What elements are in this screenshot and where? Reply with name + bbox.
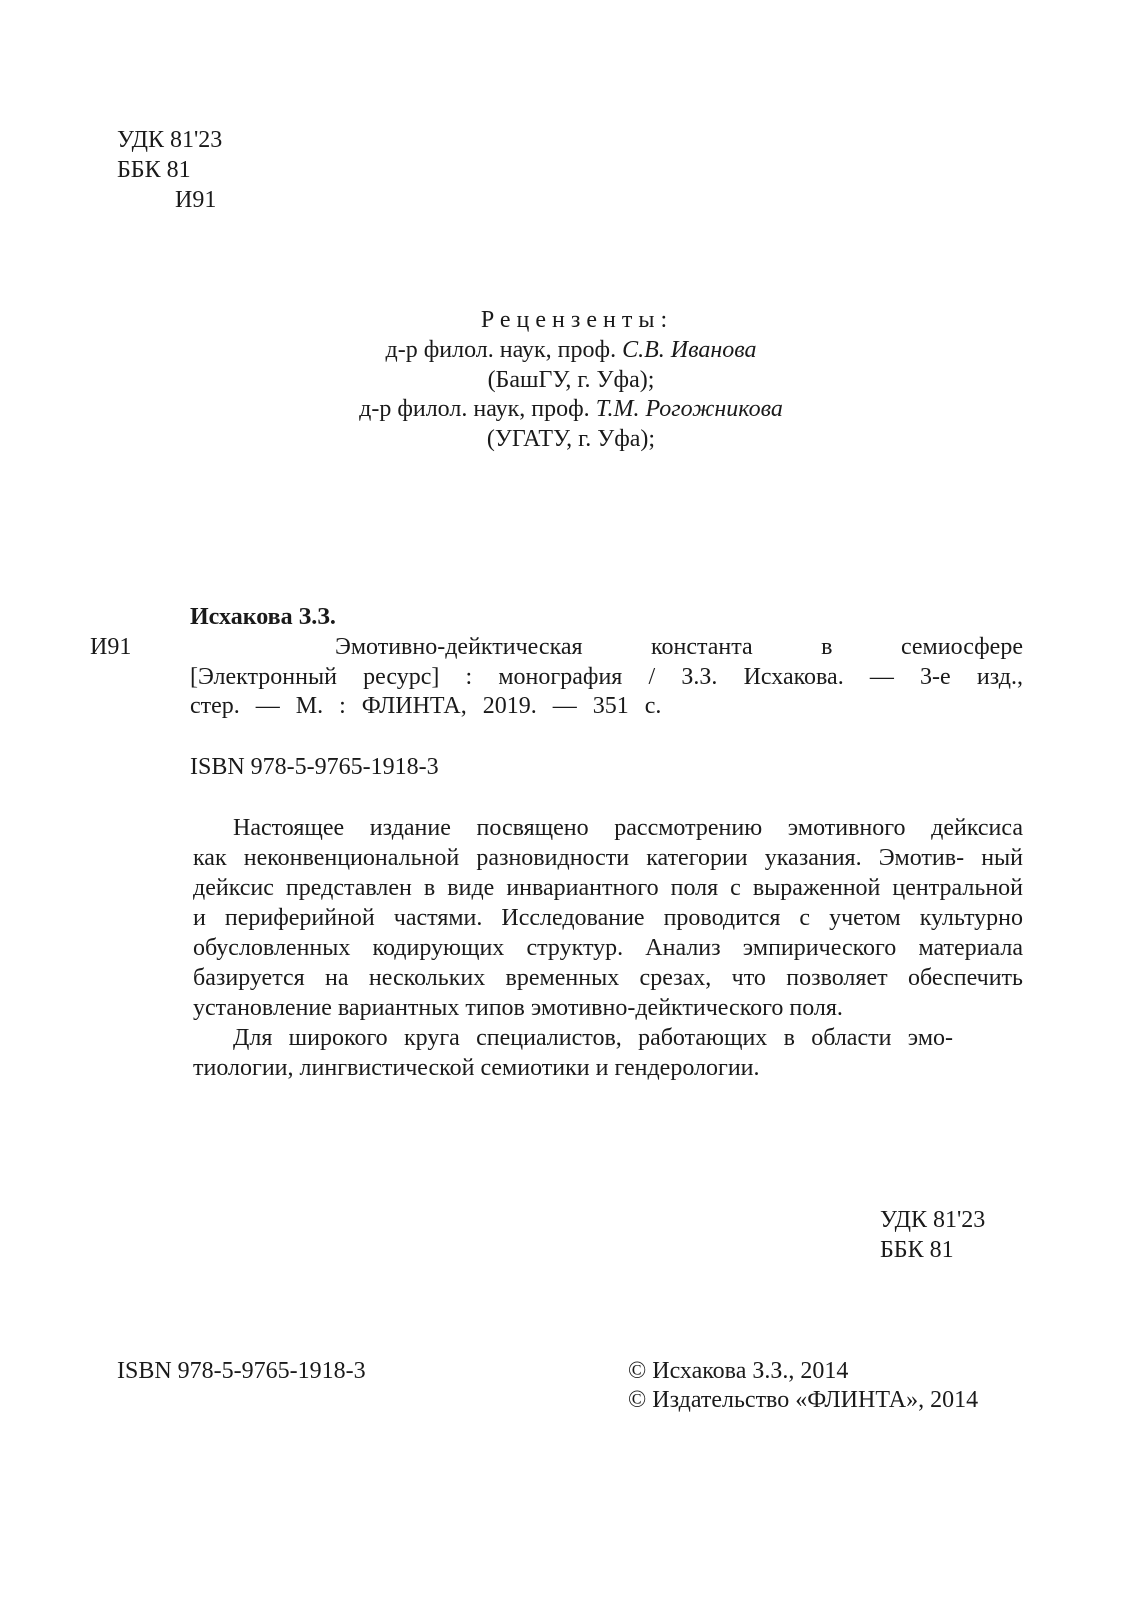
author-mark: И91 [90, 634, 132, 660]
annotation-line: обусловленных кодирующих структур. Анализ эмпирического материала [193, 935, 1023, 961]
annotation-line: Для широкого круга специалистов, работающих в области эмо- [233, 1025, 953, 1051]
annotation-line: и периферийной частями. Исследование проводится с учетом культурно [193, 905, 1023, 931]
reviewer-2-prefix: д-р филол. наук, проф. [359, 396, 596, 422]
reviewer-2-affiliation: (УГАТУ, г. Уфа); [486, 426, 656, 452]
udk-top: УДК 81'23 [117, 127, 223, 153]
annotation-paragraph-2 [193, 1023, 1023, 1083]
author-name: Исхакова З.З. [190, 604, 336, 630]
annotation-line: установление вариантных типов эмотивно-дейктического поля. [193, 995, 843, 1021]
reviewer-1 [0, 335, 1142, 365]
reviewer-1-prefix: д-р филол. наук, проф. [385, 337, 623, 363]
annotation-line: как неконвенциональной разновидности категории указания. Эмотив- ный [193, 845, 1023, 871]
annotation-line: Настоящее издание посвящено рассмотрению эмотивного дейксиса [233, 815, 1023, 841]
copyright-publisher: © Издательство «ФЛИНТА», 2014 [628, 1387, 979, 1413]
reviewers-heading: Рецензенты: [480, 307, 674, 333]
bbk-top: ББК 81 [117, 157, 191, 183]
annotation-paragraph-1 [193, 813, 1023, 1023]
bbk-bottom: ББК 81 [880, 1237, 954, 1263]
isbn-record: ISBN 978-5-9765-1918-3 [190, 754, 439, 780]
isbn-footer: ISBN 978-5-9765-1918-3 [117, 1358, 366, 1384]
annotation-line: дейксис представлен в виде инвариантного поля с выраженной центральной [193, 875, 1023, 901]
bib-line-1: Эмотивно-дейктическая константа в семиосфере [335, 634, 1023, 660]
annotation-line: тиологии, лингвистической семиотики и гендерологии. [193, 1055, 760, 1081]
reviewer-2 [0, 394, 1142, 424]
udk-bottom: УДК 81'23 [880, 1207, 986, 1233]
bib-line-3: стер. — М. : ФЛИНТА, 2019. — 351 с. [190, 693, 662, 719]
reviewer-1-name: С.В. Иванова [622, 337, 757, 363]
author-mark-top: И91 [175, 187, 217, 213]
bib-line-2: [Электронный ресурс] : монография / З.З. Исхакова. — 3-е изд., [190, 664, 1023, 690]
annotation-line: базируется на нескольких временных срезах, что позволяет обеспечить [193, 965, 1023, 991]
copyright-author: © Исхакова З.З., 2014 [628, 1358, 849, 1384]
reviewer-2-name: Т.М. Рогожникова [595, 396, 783, 422]
reviewer-1-affiliation: (БашГУ, г. Уфа); [487, 367, 655, 393]
